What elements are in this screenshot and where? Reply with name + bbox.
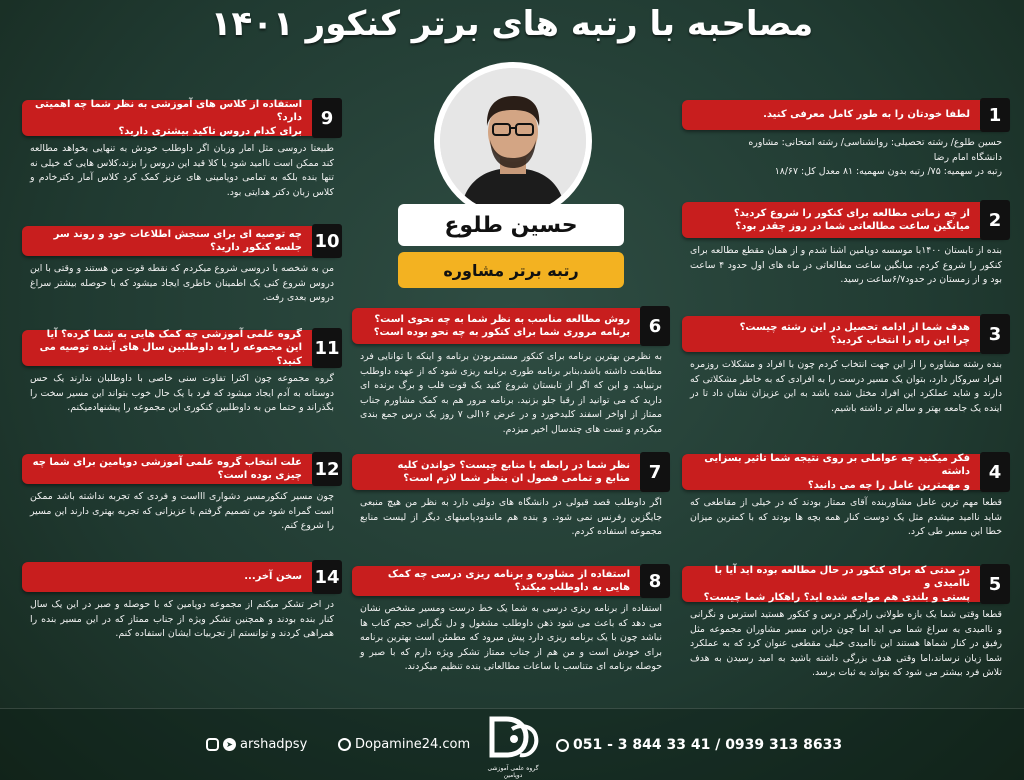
person-icon: [440, 68, 586, 214]
question-bar: [22, 226, 340, 256]
question-bar: [352, 566, 668, 596]
question-card-11: [22, 330, 340, 416]
question-number: 6: [640, 306, 670, 346]
question-text: علت انتخاب گروه علمی آموزشی دوپامین برای شما چه چیزی بوده است؟: [32, 456, 302, 481]
question-number: 10: [312, 224, 342, 258]
website-link[interactable]: [338, 737, 470, 752]
answer-text: قطعا وقتی شما یک بازه طولانی رادرگیر درس و کنکور هستید استرس و نگرانی و ناامیدی به سراغ شما می اید اما چون دراین مسیر مشاوران مجموعه مثل رفیق در کنار شماها هستند این ناامیدی خیلی مقطعی عنوان کرد که به عملکرد شما زیان نرساند،اما وقتی هدف بزرگی داشته باشید به امید رسیدن به هدف تلاش فرد بیشتر می شود که بتواند به ثبات برسد.: [690, 609, 1002, 679]
question-bar: [682, 566, 1008, 602]
question-bar: [22, 330, 340, 366]
answer-text: حسین طلوع/ رشته تحصیلی: روانشناسی/ رشته امتحانی: مشاوره دانشگاه امام رضا رتبه در سهمیه: ۷۵/ رتبه بدون سهمیه: ۸۱ معدل کل: ۱۸/۶۷: [748, 137, 1002, 178]
answer-text: اگر داوطلب قصد قبولی در دانشگاه های دولتی دارد به نظر من هیچ منبعی جایگزین رفرنس نمی شود. و بنده هم مانندودپامینهای دیگر از لیست منابع مجموعه استفاده کردم.: [360, 497, 662, 538]
question-text: لطفا خودتان را به طور کامل معرفی کنید.: [763, 109, 970, 121]
question-text: سخن آخر...: [244, 571, 302, 583]
logo-caption: گروه علمی آموزشی دوپامین: [487, 765, 539, 779]
question-number: 8: [640, 564, 670, 598]
question-number: 3: [980, 314, 1010, 354]
answer-text: چون مسیر کنکورمسیر دشواری اااست و فردی که تجربه نداشته باشد ممکن است گمراه شود من تصمیم گرفتم با عزیزانی که تجربه بهتری دارند این مسیر را شروع کنم.: [30, 491, 334, 532]
instagram-icon: [206, 738, 219, 751]
phone-icon: [556, 739, 569, 752]
question-card-6: [352, 308, 668, 437]
logo-icon: [486, 715, 540, 761]
avatar: [434, 62, 592, 220]
question-card-2: [682, 202, 1008, 288]
question-card-10: [22, 226, 340, 306]
question-text: هدف شما از ادامه تحصیل در این رشته چیست؟ چرا این راه را انتخاب کردید؟: [739, 321, 970, 346]
question-text: روش مطالعه مناسب به نظر شما به چه نحوی است؟ برنامه مروری شما برای کنکور به چه نحو بوده است؟: [373, 313, 630, 338]
question-text: از چه زمانی مطالعه برای کنکور را شروع کردید؟ میانگین ساعت مطالعاتی شما در روز چقدر بود؟: [733, 207, 970, 232]
question-text: استفاده از کلاس های آموزشی به نظر شما چه اهمیتی دارد؟ برای کدام دروس تاکید بیشتری دارید؟: [35, 98, 302, 137]
question-bar: [682, 316, 1008, 352]
question-card-5: [682, 566, 1008, 681]
instagram-handle: arshadpsy: [240, 737, 308, 752]
website-url: Dopamine24.com: [355, 737, 471, 752]
question-number: 11: [312, 328, 342, 368]
question-card-8: [352, 566, 668, 675]
answer-text: بنده از تابستان ۱۴۰۰با موسسه دوپامین اشنا شدم و از همان مقطع مطالعه برای کنکور را شروع کردم. میانگین ساعت مطالعاتی در ماه های اول حدود ۴ ساعت بود و از زمستان در حدود۶/۷ساعت رسید.: [690, 245, 1002, 286]
question-bar: [682, 100, 1008, 130]
answer-text: به نظرمن بهترین برنامه برای کنکور مستمربودن برنامه و اینکه با توانایی فرد مطابقت داشته باشد،بنابر برنامه طوری برنامه ریزی شود که از عهده داوطلب برنبیاید. و این که اگر از تابستان شروع کنید یک قوت قلب و برگ برنده ای دارید که می توانید از رقبا جلو بزنید. برنامه مرور هم به کمک مشاورم جناب ممتاز از اواخر اسفند کلیدخورد و در عرض ۱۶الی ۷ روز یک درس جمع بندی میکردم و تست های چندسال اخیر میزدم.: [360, 351, 662, 435]
question-card-3: [682, 316, 1008, 416]
question-text: استفاده از مشاوره و برنامه ریزی درسی چه کمک هایی به داوطلب میکند؟: [387, 568, 630, 593]
question-number: 5: [980, 564, 1010, 604]
question-card-1: [682, 100, 1008, 180]
question-text: در مدتی که برای کنکور در حال مطالعه بوده اید آیا با ناامیدی و پستی و بلندی هم مواجه شده اید؟ راهکار شما چیست؟: [703, 564, 970, 603]
question-text: چه توصیه ای برای سنجش اطلاعات خود و روند سر جلسه کنکور دارید؟: [53, 228, 302, 253]
question-text: فکر میکنید چه عواملی بر روی نتیجه شما تاثیر بسزایی داشته و مهمترین عامل را چه می دانید؟: [704, 452, 970, 491]
question-number: 4: [980, 452, 1010, 492]
profile-name: حسین طلوع: [398, 204, 624, 246]
answer-text: بنده رشته مشاوره را از این جهت انتخاب کردم چون با افراد و مشکلات روزمره افراد سروکار دارد، بتوان یک مسیر درست را به افرادی که به خاطر مشکلاتی که دارند و شاید عملکرد این افراد مختل شده باشد به این عزیزان نشان داد تا در اینده یک جامعه بهتر و سالم تر داشته باشیم.: [690, 359, 1002, 414]
question-number: 12: [312, 452, 342, 486]
page-title: مصاحبه با رتبه های برتر کنکور ۱۴۰۱: [210, 4, 814, 44]
question-bar: [352, 454, 668, 490]
phone-contact[interactable]: [556, 737, 842, 753]
instagram-contact[interactable]: [206, 737, 307, 752]
question-card-9: [22, 100, 340, 200]
question-number: 1: [980, 98, 1010, 132]
answer-text: استفاده از برنامه ریزی درسی به شما یک خط درست ومسیر مشخص نشان می دهد که باعث می شود ذهن داوطلب مشغول و دل نگرانی حجم کتاب ها نباشد چون با یک برنامه ریزی دارد پیش میرود که مطمئن است بهترین برنامه برای خودش است و من هم از جناب ممتاز تشکر ویژه دارم که با صبر و حوصله برنامه ای متناسب با ساعات مطالعاتی بنده تنظیم میکردند.: [360, 603, 662, 673]
phone-numbers: 051 - 3 844 33 41 / 0939 313 8633: [573, 737, 843, 753]
question-number: 14: [312, 560, 342, 594]
question-bar: [22, 100, 340, 136]
question-card-7: [352, 454, 668, 540]
profile-role: رتبه برتر مشاوره: [398, 252, 624, 288]
avatar-photo: [440, 68, 586, 214]
answer-text: در اخر تشکر میکنم از مجموعه دوپامین که با حوصله و صبر در این یک سال کنار بنده بودند و همچنین تشکر ویژه از جناب ممتاز که در این مسیر بنده را همراهی کردند و توانستم از تجربیات ایشان استفاده کنم.: [30, 599, 334, 640]
question-bar: [682, 202, 1008, 238]
answer-text: طبیعتا دروسی مثل امار وزبان اگر داوطلب خودش به تنهایی بخواهد مطالعه کند ممکن است ناامید شود یا کلا قید این دروس را بزند،کلاس هایی که خیلی نه تنها بنده بلکه به تمامی دوپامینی های عزیز کمک کرد کلاس آمار دکترخادم و کلاس زبان دکتر هدایتی بود.: [30, 143, 334, 198]
question-number: 7: [640, 452, 670, 492]
telegram-icon: ➤: [223, 738, 236, 751]
footer: [0, 708, 1024, 780]
question-number: 2: [980, 200, 1010, 240]
question-text: نظر شما در رابطه با منابع چیست؟ خواندن کلیه منابع و تمامی فصول ان بنظر شما لازم است؟: [397, 459, 630, 484]
question-text: گروه علمی آموزشی چه کمک هایی به شما کرده؟ آیا این مجموعه را به داوطلبین سال های آینده توصیه می کنید؟: [39, 328, 302, 367]
question-card-14: [22, 562, 340, 642]
question-number: 9: [312, 98, 342, 138]
brand-logo: [478, 715, 548, 777]
answer-text: قطعا مهم ترین عامل مشاوربنده آقای ممتاز بودند که در خیلی از مقاطعی که شاید ناامید میشدم مثل یک دوست کنار همه بچه ها بودند که با کمترین میزان خطا این مسیر طی کرد.: [690, 497, 1002, 538]
answer-text: من به شخصه با دروسی شروع میکردم که نقطه قوت من هستند و وقتی با این دروس شروع کنی یک اطمینان خاطری ایجاد میشود که با حوصله بیشتر سراغ دروس بعدی رفت.: [30, 263, 334, 304]
question-bar: [22, 454, 340, 484]
answer-text: گروه مجموعه چون اکثرا تفاوت سنی خاصی با داوطلبان ندارند یک حس دوستانه به آدم ایجاد میشود که فرد با یک حال خوب بتواند این مسیر سخت را بگذراند و حتما من به داوطلبین کنکوری این مجموعه را پیشنهادمیکنم.: [30, 373, 334, 414]
question-bar: [352, 308, 668, 344]
question-bar: [682, 454, 1008, 490]
globe-icon: [338, 738, 351, 751]
question-card-4: [682, 454, 1008, 540]
question-card-12: [22, 454, 340, 534]
question-bar: [22, 562, 340, 592]
